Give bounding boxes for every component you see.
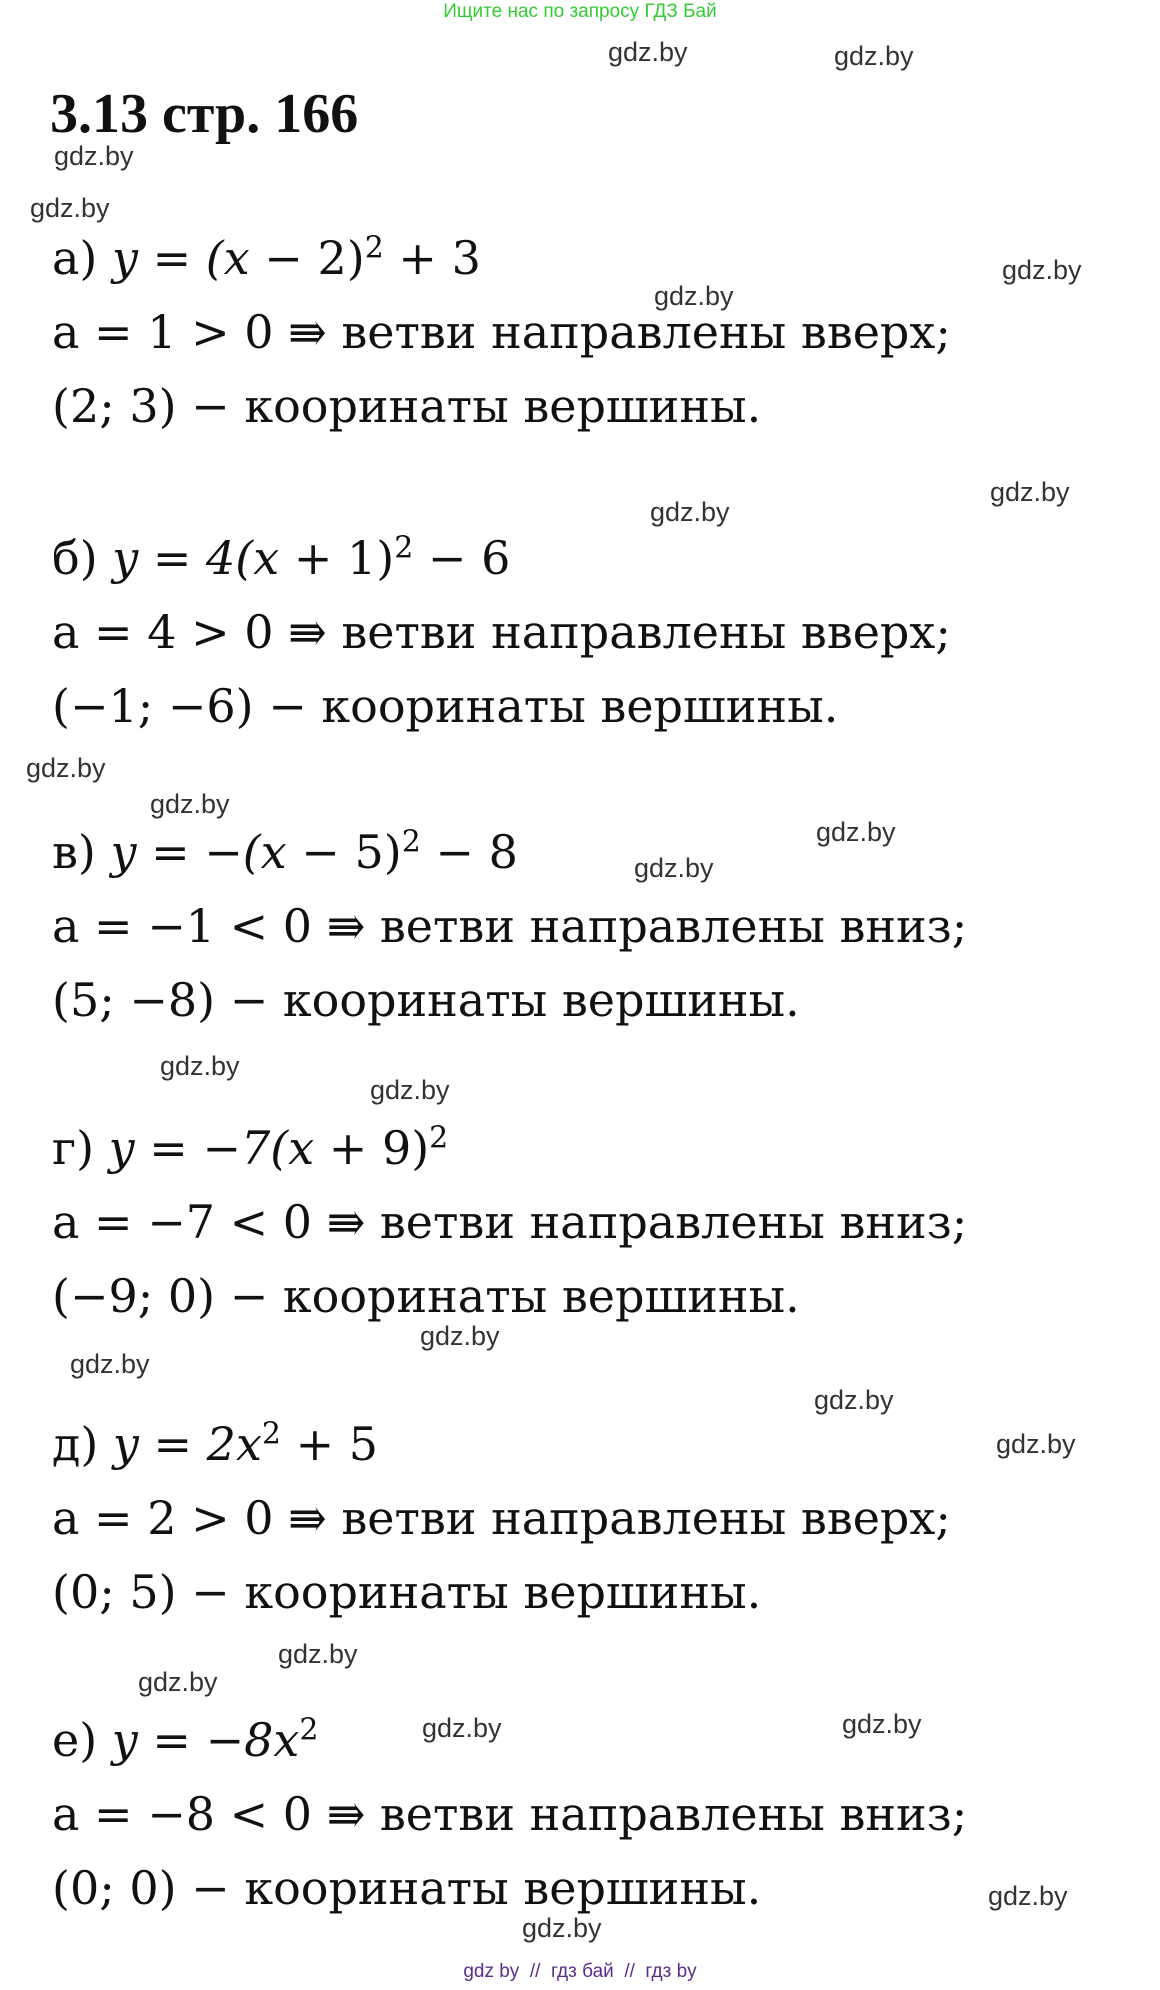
- watermark: gdz.by: [278, 1639, 358, 1669]
- variable-x: x: [260, 825, 287, 879]
- watermark: gdz.by: [70, 1349, 150, 1379]
- watermark: gdz.by: [814, 1385, 894, 1415]
- watermark: gdz.by: [996, 1429, 1076, 1459]
- function-tail: − 6: [413, 531, 511, 585]
- function-lhs: y = 2: [112, 1417, 236, 1471]
- variable-x: x: [223, 231, 250, 285]
- exponent: 2: [261, 1416, 281, 1452]
- part-b-branches: a = 4 > 0 ⇛ ветви направлены вверх;: [52, 605, 951, 659]
- part-d-function: [52, 1414, 378, 1474]
- part-g-vertex: (−9; 0) − кооринаты вершины.: [52, 1269, 800, 1323]
- part-d-vertex: (0; 5) − кооринаты вершины.: [52, 1565, 762, 1619]
- function-lhs: y = 4(: [112, 531, 254, 585]
- watermark: gdz.by: [370, 1075, 450, 1105]
- watermark: gdz.by: [608, 37, 688, 67]
- function-mid: + 1): [279, 531, 395, 585]
- watermark: gdz.by: [654, 281, 734, 311]
- watermark: gdz.by: [420, 1321, 500, 1351]
- watermark: gdz.by: [1002, 255, 1082, 285]
- part-label: д): [52, 1417, 99, 1471]
- part-label: в): [52, 825, 96, 879]
- part-e-vertex: (0; 0) − кооринаты вершины.: [52, 1861, 762, 1915]
- page-title: 3.13 стр. 166: [50, 83, 359, 145]
- function-lhs: y = −8: [111, 1713, 274, 1767]
- part-label: е): [52, 1713, 98, 1767]
- watermark: gdz.by: [988, 1881, 1068, 1911]
- part-a-function: [52, 228, 481, 288]
- exponent: 2: [394, 530, 414, 566]
- part-a-branches: a = 1 > 0 ⇛ ветви направлены вверх;: [52, 305, 951, 359]
- part-v-function: [52, 822, 518, 882]
- variable-x: x: [288, 1121, 315, 1175]
- exponent: 2: [364, 230, 384, 266]
- watermark: gdz.by: [522, 1913, 602, 1943]
- part-g-function: [52, 1118, 448, 1178]
- exponent: 2: [299, 1712, 319, 1748]
- watermark: gdz.by: [990, 477, 1070, 507]
- part-d-branches: a = 2 > 0 ⇛ ветви направлены вверх;: [52, 1491, 951, 1545]
- watermark: gdz.by: [816, 817, 896, 847]
- footer: gdz by // гдз бай // гдз by: [463, 1961, 697, 1982]
- part-b-vertex: (−1; −6) − кооринаты вершины.: [52, 679, 839, 733]
- part-b-function: [52, 528, 510, 588]
- function-lhs: y = −(: [110, 825, 261, 879]
- part-label: г): [52, 1121, 95, 1175]
- function-tail: + 3: [383, 231, 481, 285]
- function-lhs: y = (: [112, 231, 224, 285]
- variable-x: x: [235, 1417, 262, 1471]
- part-g-branches: a = −7 < 0 ⇛ ветви направлены вниз;: [52, 1195, 968, 1249]
- part-e-function: [52, 1710, 318, 1770]
- watermark: gdz.by: [30, 193, 110, 223]
- watermark: gdz.by: [650, 497, 730, 527]
- variable-x: x: [273, 1713, 300, 1767]
- part-label: б): [52, 531, 98, 585]
- exponent: 2: [401, 824, 421, 860]
- watermark: gdz.by: [150, 789, 230, 819]
- part-v-vertex: (5; −8) − кооринаты вершины.: [52, 973, 800, 1027]
- variable-x: x: [253, 531, 280, 585]
- function-tail: + 5: [281, 1417, 379, 1471]
- part-v-branches: a = −1 < 0 ⇛ ветви направлены вниз;: [52, 899, 968, 953]
- watermark: gdz.by: [138, 1667, 218, 1697]
- function-mid: − 5): [286, 825, 402, 879]
- watermark: gdz.by: [842, 1709, 922, 1739]
- watermark: gdz.by: [634, 853, 714, 883]
- watermark: gdz.by: [160, 1051, 240, 1081]
- watermark: gdz.by: [422, 1713, 502, 1743]
- function-mid: + 9): [314, 1121, 430, 1175]
- exponent: 2: [429, 1120, 449, 1156]
- top-banner: Ищите нас по запросу ГДЗ Бай: [443, 1, 717, 22]
- watermark: gdz.by: [54, 141, 134, 171]
- function-lhs: y = −7(: [108, 1121, 289, 1175]
- watermark: gdz.by: [26, 753, 106, 783]
- part-a-vertex: (2; 3) − кооринаты вершины.: [52, 379, 762, 433]
- function-mid: − 2): [249, 231, 365, 285]
- part-label: а): [52, 231, 98, 285]
- part-e-branches: a = −8 < 0 ⇛ ветви направлены вниз;: [52, 1787, 968, 1841]
- function-tail: − 8: [420, 825, 518, 879]
- watermark: gdz.by: [834, 41, 914, 71]
